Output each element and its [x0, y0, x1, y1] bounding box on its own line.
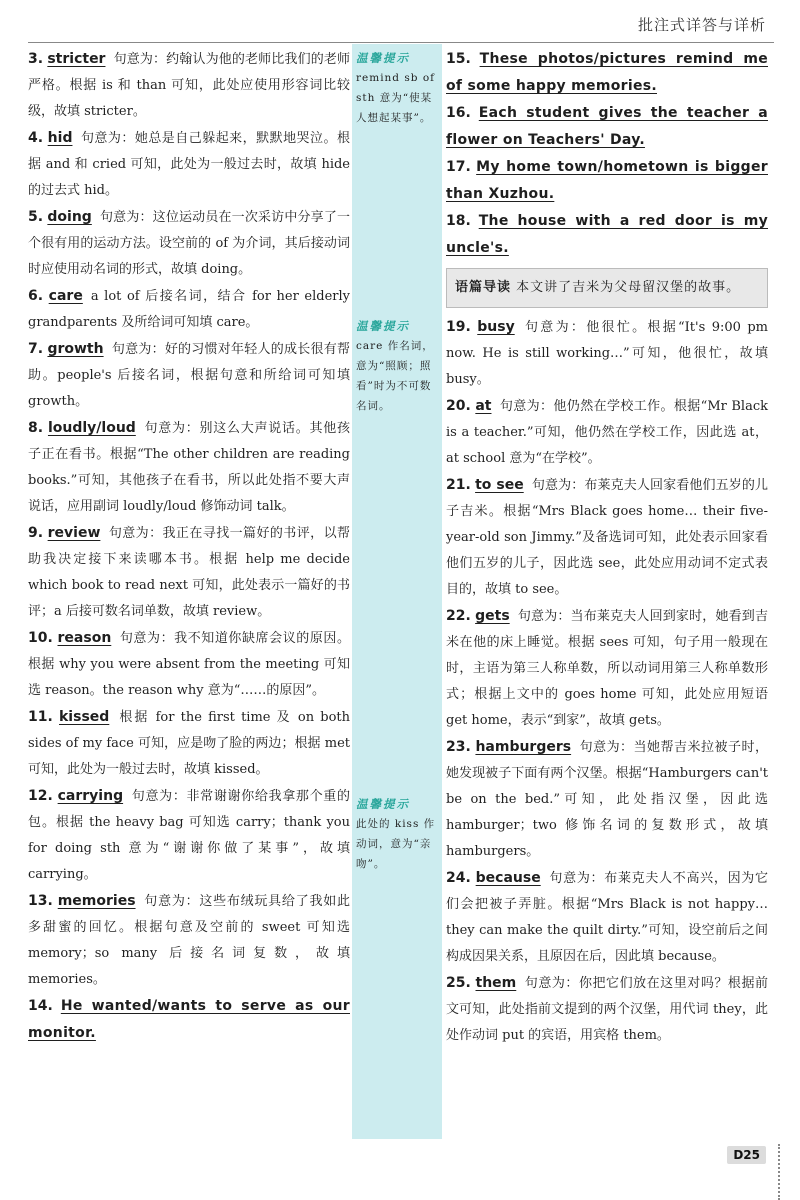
- sentence-answer: My home town/hometown is bigger than Xuzhou.: [446, 159, 768, 202]
- sentence-answer: Each student gives the teacher a flower on Teachers' Day.: [446, 105, 768, 148]
- answer-word: busy: [477, 319, 515, 335]
- explanation: 句意为：他很忙。根据“It's 9:00 pm now. He is still working…”可知，他很忙，故填 busy。: [446, 320, 768, 387]
- header-rule: [28, 42, 774, 43]
- answer-word: loudly/loud: [47, 420, 136, 436]
- tip-title: 温馨提示: [356, 319, 410, 333]
- answer-entry-17: [446, 154, 768, 208]
- answer-word: reason: [57, 630, 112, 646]
- item-number: 13.: [28, 893, 53, 909]
- answer-entry-4: [28, 125, 350, 204]
- tips-column: [352, 44, 442, 1139]
- sentence-answer: These photos/pictures remind me of some happy memories.: [446, 51, 768, 94]
- item-number: 8.: [28, 420, 44, 436]
- answer-entry-18: [446, 208, 768, 262]
- answer-entry-6: [28, 283, 350, 336]
- answer-entry-7: [28, 336, 350, 415]
- explanation: 句意为：你把它们放在这里对吗？根据前文可知，此处指前文提到的两个汉堡，用代词 they，此处作动词 put 的宾语，用宾格 them。: [446, 976, 768, 1043]
- explanation: 句意为：非常谢谢你给我拿那个重的包。根据 the heavy bag 可知选 carry；thank you for doing sth 意为“谢谢你做了某事”，故填 carrying。: [28, 789, 350, 882]
- explanation: 句意为：他仍然在学校工作。根据“Mr Black is a teacher.”可知，他仍然在学校工作，因此选 at，at school 意为“在学校”。: [446, 399, 768, 466]
- guide-text: 本文讲了吉米为父母留汉堡的故事。: [516, 280, 741, 295]
- explanation: 句意为：当她帮吉米拉被子时，她发现被子下面有两个汉堡。根据“Hamburgers can't be on the bed.”可知，此处指汉堡，因此选 hamburger；two 修饰名词的复数形式，故填 hamburgers。: [446, 740, 768, 859]
- answer-entry-11: [28, 704, 350, 783]
- tip-kiss: [356, 794, 440, 874]
- answer-word: carrying: [57, 788, 124, 804]
- answer-word: stricter: [47, 51, 106, 67]
- answer-word: to see: [475, 477, 524, 493]
- item-number: 19.: [446, 319, 471, 335]
- item-number: 4.: [28, 130, 44, 146]
- answer-entry-5: [28, 204, 350, 283]
- answer-entry-24: [446, 865, 768, 970]
- left-column: [28, 46, 350, 1047]
- item-number: 22.: [446, 608, 471, 624]
- answer-entry-16: [446, 100, 768, 154]
- item-number: 5.: [28, 209, 44, 225]
- answer-word: because: [475, 870, 541, 886]
- guide-label: 语篇导读: [455, 280, 512, 295]
- answer-entry-19: [446, 314, 768, 393]
- answer-entry-22: [446, 603, 768, 734]
- item-number: 12.: [28, 788, 53, 804]
- item-number: 10.: [28, 630, 53, 646]
- explanation: 句意为：她总是自己躲起来，默默地哭泣。根据 and 和 cried 可知，此处为一般过去时，故填 hide 的过去式 hid。: [28, 131, 350, 198]
- tip-title: 温馨提示: [356, 797, 410, 811]
- item-number: 9.: [28, 525, 44, 541]
- item-number: 3.: [28, 51, 44, 67]
- item-number: 15.: [446, 51, 471, 67]
- explanation: 句意为：布莱克夫人不高兴，因为它们会把被子弄脏。根据“Mrs Black is not happy… they can make the quilt dirty.”可知，设空前后之间构成因果关系，且原因在后，因此填 because。: [446, 871, 768, 964]
- page-header-title: 批注式详答与详析: [637, 16, 766, 34]
- item-number: 21.: [446, 477, 471, 493]
- answer-entry-10: [28, 625, 350, 704]
- answer-entry-14: [28, 993, 350, 1047]
- answer-word: doing: [47, 209, 92, 225]
- answer-entry-20: [446, 393, 768, 472]
- item-number: 7.: [28, 341, 44, 357]
- sentence-answer: The house with a red door is my uncle's.: [446, 213, 769, 256]
- explanation: 根据 for the first time 及 on both sides of my face 可知，应是吻了脸的两边；根据 met 可知，此处为一般过去时，故填 kissed。: [28, 710, 350, 777]
- answer-word: growth: [47, 341, 104, 357]
- tip-text: 此处的 kiss 作动词，意为“亲吻”。: [356, 818, 436, 870]
- page-number: D25: [727, 1146, 766, 1164]
- answer-word: hid: [47, 130, 73, 146]
- tip-care: [356, 316, 440, 416]
- explanation: 句意为：我不知道你缺席会议的原因。根据 why you were absent from the meeting 可知选 reason。the reason why 意为“……的原因”。: [28, 631, 350, 698]
- explanation: 句意为：这些布绒玩具给了我如此多甜蜜的回忆。根据句意及空前的 sweet 可知选 memory；so many 后接名词复数，故填 memories。: [28, 894, 350, 987]
- right-column: [446, 46, 768, 1049]
- answer-word: review: [47, 525, 101, 541]
- answer-word: memories: [57, 893, 136, 909]
- item-number: 17.: [446, 159, 471, 175]
- sentence-answer: He wanted/wants to serve as our monitor.: [28, 998, 350, 1041]
- item-number: 23.: [446, 739, 471, 755]
- answer-word: kissed: [59, 709, 110, 725]
- tip-text: care 作名词，意为“照顾；照看”时为不可数名词。: [356, 340, 434, 412]
- item-number: 25.: [446, 975, 471, 991]
- explanation: 句意为：别这么大声说话。其他孩子正在看书。根据“The other children are reading books.”可知，其他孩子在看书，所以此处指不要大声说话，应用副词 loudly/loud 修饰动词 talk。: [28, 421, 350, 514]
- passage-guide-box: [446, 268, 768, 308]
- item-number: 24.: [446, 870, 471, 886]
- explanation: 句意为：布莱克夫人回家看他们五岁的儿子吉米。根据“Mrs Black goes home… their five-year-old son Jimmy.”及备选词可知，此处表示回家看他们五岁的儿子，因此选 see，此处应用动词不定式表目的，故填 to see。: [446, 478, 768, 597]
- item-number: 18.: [446, 213, 471, 229]
- answer-entry-15: [446, 46, 768, 100]
- tip-text: remind sb of sth 意为“使某人想起某事”。: [356, 72, 436, 124]
- answer-word: at: [475, 398, 492, 414]
- answer-entry-9: [28, 520, 350, 625]
- explanation: 句意为：好的习惯对年轻人的成长很有帮助。people's 后接名词，根据句意和所给词可知填 growth。: [28, 342, 350, 409]
- item-number: 20.: [446, 398, 471, 414]
- item-number: 14.: [28, 998, 53, 1014]
- item-number: 6.: [28, 288, 44, 304]
- explanation: 句意为：约翰认为他的老师比我们的老师严格。根据 is 和 than 可知，此处应使用形容词比较级，故填 stricter。: [28, 52, 350, 119]
- answer-word: hamburgers: [475, 739, 572, 755]
- answer-word: care: [48, 288, 83, 304]
- explanation: 句意为：这位运动员在一次采访中分享了一个很有用的运动方法。设空前的 of 为介词，其后接动词时应使用动名词的形式，故填 doing。: [28, 210, 350, 277]
- item-number: 11.: [28, 709, 53, 725]
- item-number: 16.: [446, 105, 471, 121]
- answer-entry-25: [446, 970, 768, 1049]
- answer-entry-21: [446, 472, 768, 603]
- explanation: 句意为：我正在寻找一篇好的书评，以帮助我决定接下来读哪本书。根据 help me decide which book to read next 可知，此处表示一篇好的书评；a 后接可数名词单数，故填 review。: [28, 526, 350, 619]
- answer-entry-3: [28, 46, 350, 125]
- answer-word: them: [475, 975, 517, 991]
- answer-entry-23: [446, 734, 768, 865]
- tip-remind: [356, 48, 440, 128]
- explanation: 句意为：当布莱克夫人回到家时，她看到吉米在他的床上睡觉。根据 sees 可知，句子用一般现在时，主语为第三人称单数，所以动词用第三人称单数形式；根据上文中的 goes home 可知，此处应用短语 get home，表示“到家”，故填 gets。: [446, 609, 768, 728]
- answer-entry-12: [28, 783, 350, 888]
- tip-title: 温馨提示: [356, 51, 410, 65]
- answer-entry-8: [28, 415, 350, 520]
- answer-entry-13: [28, 888, 350, 993]
- answer-word: gets: [475, 608, 510, 624]
- page-corner-mark: [778, 1144, 800, 1200]
- explanation: a lot of 后接名词，结合 for her elderly grandparents 及所给词可知填 care。: [28, 289, 350, 330]
